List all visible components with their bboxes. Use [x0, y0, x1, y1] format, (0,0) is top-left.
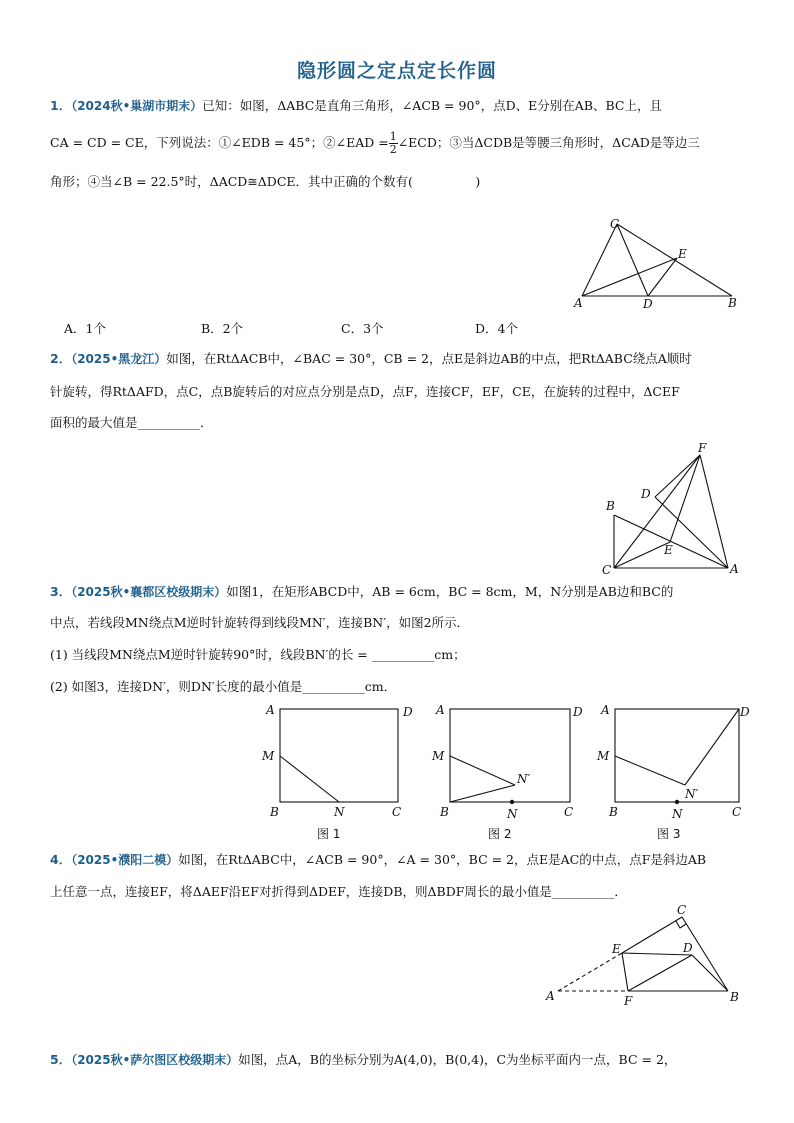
q2-text-1: 如图，在RtΔACB中，∠BAC = 30°，CB = 2，点E是斜边AB的中点，把RtΔABC绕点A顺时	[166, 351, 692, 366]
q4-source: （2025•濮阳二模）	[71, 853, 179, 867]
q3f2-caption: 图 2	[488, 827, 512, 841]
q3-line1	[50, 583, 750, 601]
q3f2-label-n-prime: N′	[517, 772, 531, 786]
q1-line2	[50, 131, 750, 156]
q3f1-label-d: D	[403, 705, 413, 719]
q3f3-label-c: C	[732, 805, 742, 819]
q3f3-caption: 图 3	[657, 827, 681, 841]
q3f2-label-b: B	[440, 805, 449, 819]
q3-text-2: 中点，若线段MN绕点M逆时针旋转得到线段MN′，连接BN′，如图2所示．	[50, 615, 470, 630]
q3f2-label-m: M	[432, 749, 445, 763]
q4-label-b: B	[730, 990, 739, 1004]
q3f3-label-a: A	[601, 703, 610, 717]
q1-option-c: C．3个	[341, 321, 384, 336]
q3f2-label-d: D	[573, 705, 583, 719]
q1-text-1: 已知：如图，ΔABC是直角三角形，∠ACB = 90°，点D、E分别在AB、BC上，且	[202, 98, 662, 113]
q3f1-label-m: M	[262, 749, 275, 763]
q1-label-d: D	[643, 297, 653, 311]
q2-label-e: E	[664, 543, 673, 557]
q1-label-a: A	[574, 296, 583, 310]
q5-source: （2025秋•萨尔图区校级期末）	[71, 1053, 239, 1067]
q4-text-2: 上任意一点，连接EF，将ΔAEF沿EF对折得到ΔDEF，连接DB，则ΔBDF周长的最小值是__________．	[50, 884, 627, 899]
q1-option-d: D．4个	[475, 321, 518, 336]
q1-text-2b: ∠ECD；③当ΔCDB是等腰三角形时，ΔCAD是等边三	[397, 135, 700, 150]
q5-line1	[50, 1051, 750, 1069]
q3f2-label-n: N	[507, 807, 518, 821]
q3f1-label-c: C	[392, 805, 402, 819]
q3f1-label-n: N	[334, 805, 345, 819]
q4-label-e: E	[612, 942, 621, 956]
q3-text-1: 如图1，在矩形ABCD中，AB = 6cm，BC = 8cm，M，N分别是AB边和BC的	[226, 584, 674, 599]
q2-number: 2．	[50, 351, 72, 366]
q3f2-label-c: C	[564, 805, 574, 819]
q4-label-a: A	[546, 989, 555, 1003]
q1-option-a: A．1个	[64, 321, 106, 336]
q2-line1	[50, 350, 750, 368]
q2-label-f: F	[698, 441, 707, 455]
q1-number: 1．	[50, 98, 72, 113]
q5-text-1: 如图，点A，B的坐标分别为A(4,0)，B(0,4)，C为坐标平面内一点，BC = 2，	[238, 1052, 677, 1067]
q3-text-4: (2) 如图3，连接DN′，则DN′长度的最小值是__________cm．	[50, 679, 397, 694]
q5-number: 5．	[50, 1052, 72, 1067]
q4-line1	[50, 851, 750, 869]
q3-text-3: (1) 当线段MN绕点M逆时针旋转90°时，线段BN′的长 = __________cm；	[50, 647, 466, 662]
q1-figure	[570, 214, 750, 314]
q3f3-label-n: N	[672, 807, 683, 821]
q2-source: （2025•黑龙江）	[71, 352, 167, 366]
q1-label-c: C	[610, 217, 620, 231]
q1-label-e: E	[678, 247, 687, 261]
q1-text-2a: CA = CD = CE，下列说法：①∠EDB = 45°；②∠EAD =	[50, 135, 389, 150]
q3-source: （2025秋•襄都区校级期末）	[71, 585, 227, 599]
q1-text-3: 角形；④当∠B = 22.5°时，ΔACD≅ΔDCE．其中正确的个数有( )	[50, 174, 481, 189]
q3-figure-2	[430, 700, 590, 845]
q1-source: （2024秋•巢湖市期末）	[71, 99, 203, 113]
q4-label-d: D	[683, 941, 693, 955]
q2-label-b: B	[606, 499, 615, 513]
q1-line1	[50, 97, 750, 115]
q3f3-label-n-prime: N′	[685, 787, 699, 801]
q3f2-label-a: A	[436, 703, 445, 717]
q4-label-f: F	[624, 994, 633, 1008]
q4-number: 4．	[50, 852, 72, 867]
page-title: 隐形圆之定点定长作圆	[296, 60, 497, 82]
q2-figure	[600, 443, 750, 578]
q2-label-a: A	[730, 562, 739, 576]
q3f1-label-a: A	[266, 703, 275, 717]
q4-figure	[540, 903, 750, 1013]
q1-option-b: B．2个	[201, 321, 244, 336]
q4-label-c: C	[677, 903, 687, 917]
q1-fraction: $\frac{1}{2}$	[389, 130, 397, 156]
q3f3-label-m: M	[597, 749, 610, 763]
q3f1-label-b: B	[270, 805, 279, 819]
q2-label-c: C	[602, 563, 612, 577]
q2-text-3: 面积的最大值是__________．	[50, 415, 213, 430]
q4-text-1: 如图，在RtΔABC中，∠ACB = 90°，∠A = 30°，BC = 2，点E是AC的中点，点F是斜边AB	[178, 852, 707, 867]
q1-label-b: B	[728, 296, 737, 310]
q3-figure-3	[595, 700, 755, 845]
q3-figure-1	[260, 700, 413, 845]
q3f3-label-d: D	[740, 705, 750, 719]
q3-number: 3．	[50, 584, 72, 599]
q3f3-label-b: B	[609, 805, 618, 819]
q3f1-caption: 图 1	[317, 827, 341, 841]
q2-label-d: D	[641, 487, 651, 501]
q2-text-2: 针旋转，得RtΔAFD，点C，点B旋转后的对应点分别是点D，点F，连接CF，EF，CE，在旋转的过程中，ΔCEF	[50, 384, 680, 399]
